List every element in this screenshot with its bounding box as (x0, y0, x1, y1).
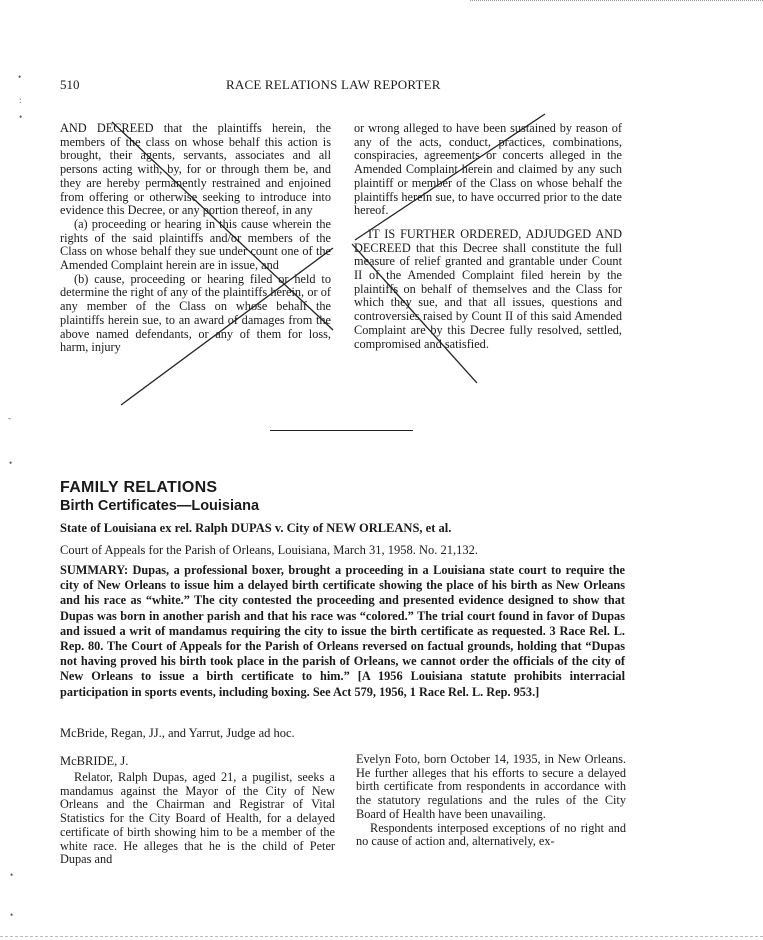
section-title: FAMILY RELATIONS (60, 479, 218, 496)
margin-mark: • (10, 910, 14, 920)
court-line: Court of Appeals for the Parish of Orleans, Louisiana, March 31, 1958. No. 21,132. (60, 543, 478, 557)
section-divider (270, 430, 413, 431)
case-summary: SUMMARY: Dupas, a professional boxer, brought a proceeding in a Louisiana state court to require the city of New Orleans to issue him a delayed birth certificate showing the place of his birth as New Orleans and his race as “white.” The city contested the proceeding and presented evidence designed to show that Dupas was born in another parish and that his race was “colored.” The trial court found in favor of Dupas and issued a writ of mandamus requiring the city to issue the birth certificate as requested. 3 Race Rel. L. Rep. 80. The Court of Appeals for the Parish of Orleans reversed on factual grounds, holding that “Dupas not having proved his birth took place in the parish of Orleans, we cannot order the officials of the city of New Orleans to issue a birth certificate to him.” [A 1956 Louisiana statute prohibits interracial participation in sports events, including boxing. See Act 579, 1956, 1 Race Rel. L. Rep. 953.] (60, 563, 625, 699)
section-subtitle: Birth Certificates—Louisiana (60, 498, 260, 514)
page-number: 510 (60, 77, 80, 92)
margin-mark: • (9, 458, 13, 468)
running-title: RACE RELATIONS LAW REPORTER (226, 77, 441, 92)
strike-line-right-upper (355, 114, 545, 240)
opinion-left-column (60, 771, 335, 867)
margin-mark: : (19, 95, 22, 105)
strike-line-left-upper (112, 122, 333, 330)
strike-line-right-lower (352, 244, 477, 383)
opinion-paragraph: Evelyn Foto, born October 14, 1935, in New Orleans. He further alleges that his efforts to secure a delayed birth certificate from respondents in accordance with the statutory regulations and the rules of the City Board of Health have been unavailing. (356, 752, 626, 821)
opinion-paragraph: Respondents interposed exceptions of no right and no cause of action and, alternatively, ex- (356, 820, 626, 849)
case-caption: State of Louisiana ex rel. Ralph DUPAS v. City of NEW ORLEANS, et al. (60, 521, 452, 535)
decree-paragraph: (a) proceeding or hearing in this cause wherein the rights of the said plaintiffs and/or members of the Class on whose behalf they sue under count one of the Amended Complaint herein are in issue, and (60, 216, 331, 273)
decree-paragraph: IT IS FURTHER ORDERED, ADJUDGED AND DECREED that this Decree shall constitute the full measure of relief granted and grantable under Count II of the Amended Complaint filed herein by the plaintiffs on behalf of themselves and the Class for which they sue, and that all issues, questions and controversies raised by Count II of this said Amended Complaint are by this Decree fully resolved, settled, compromised and satisfied. (354, 226, 622, 351)
scan-bottom-edge (0, 936, 763, 937)
margin-mark: • (18, 72, 22, 82)
strike-line-left-lower (121, 248, 333, 405)
opinion-author: McBRIDE, J. (60, 754, 129, 768)
decree-paragraph: (b) cause, proceeding or hearing filed or held to determine the right of any of the plaintiffs herein, or of any member of the Class on whose behalf the plaintiffs herein sue, to an award of damages from the above named defendants, or any of them for loss, harm, injury (60, 271, 331, 355)
margin-mark: • (19, 112, 23, 122)
decree-paragraph: or wrong alleged to have been sustained by reason of any of the acts, conduct, practices, combinations, conspiracies, agreements or concerts alleged in the Amended Complaint herein and claimed by any such plaintiff or member of the Class on whose behalf the plaintiffs herein sue, to have occurred prior to the date hereof. (354, 121, 622, 218)
decree-paragraph: AND DECREED that the plaintiffs herein, the members of the class on whose behalf this action is brought, their agents, servants, associates and all persons acting with, by, for or through them be, and they are hereby permanently restrained and enjoined from offering or otherwise seeking to introduce into evidence this Decree, or any portion thereof, in any (60, 121, 331, 218)
margin-mark: - (8, 413, 11, 423)
opinion-paragraph: Relator, Ralph Dupas, aged 21, a pugilist, seeks a mandamus against the Mayor of the City of New Orleans and the Chairman and Registrar of Vital Statistics for the City Board of Health, for a delayed certificate of birth showing him to be a member of the white race. He alleges that he is the child of Peter Dupas and (60, 770, 335, 867)
opinion-right-column (356, 753, 626, 849)
margin-mark: • (10, 870, 14, 880)
judges-line: McBride, Regan, JJ., and Yarrut, Judge ad hoc. (60, 726, 295, 740)
